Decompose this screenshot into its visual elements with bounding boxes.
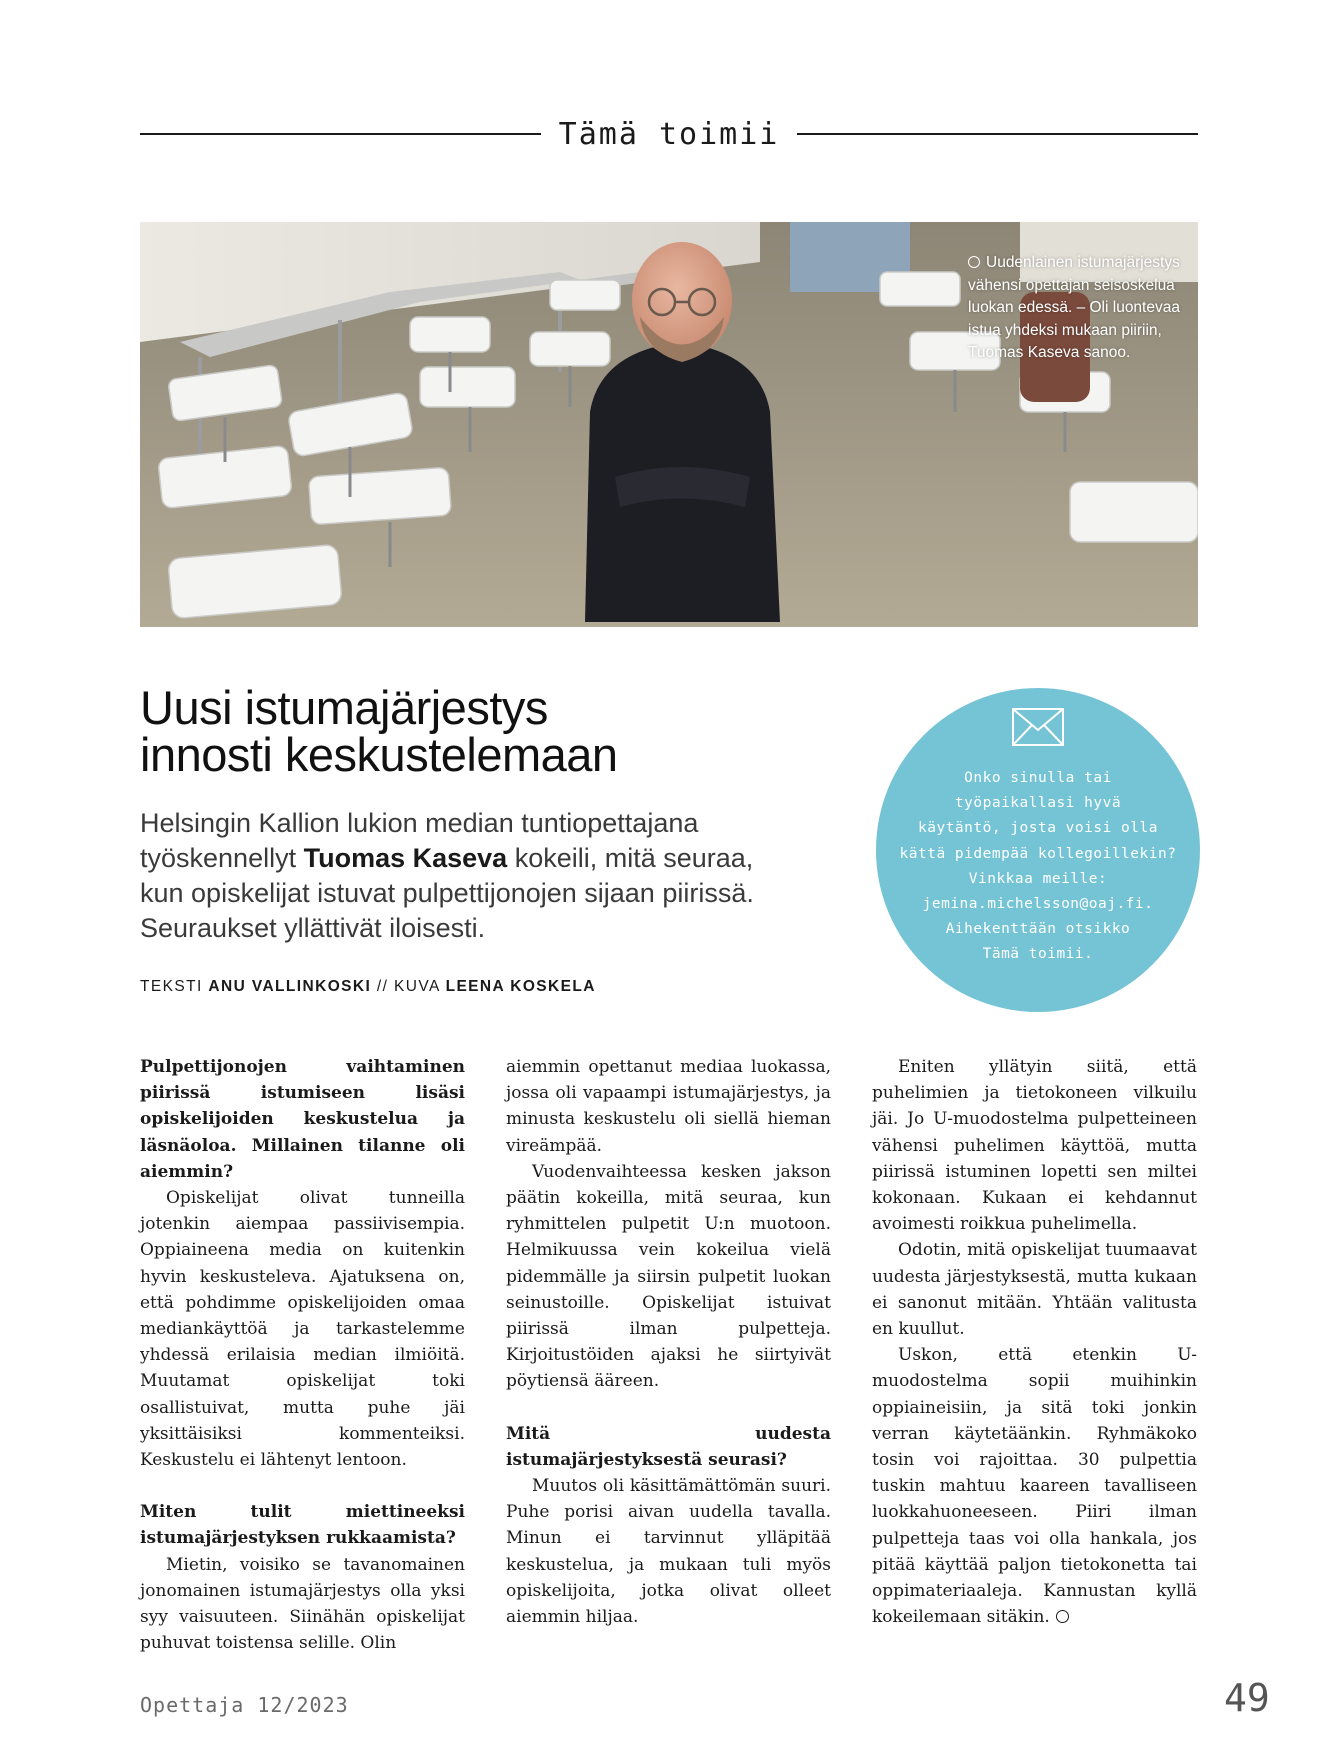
- infobox-line: käytäntö, josta voisi olla: [918, 820, 1158, 837]
- photo-caption: [968, 252, 1183, 365]
- header-rule-left: [140, 133, 541, 135]
- byline-photo-label: KUVA: [394, 978, 440, 995]
- byline-author: ANU VALLINKOSKI: [208, 978, 372, 995]
- body-column-2: [506, 1054, 831, 1630]
- question-1: Pulpettijonojen vaihtaminen piirissä istumiseen lisäsi opiskelijoiden keskustelua ja läsnäoloa. Millainen tilanne oli aiemmin?: [140, 1057, 465, 1182]
- page-number: 49: [1224, 1676, 1270, 1720]
- footer-magazine: Opettaja 12/2023: [140, 1693, 349, 1717]
- infobox-line: työpaikallasi hyvä: [954, 795, 1122, 812]
- answer-2-paragraph-2: Vuodenvaihteessa kesken jakson päätin kokeilla, mitä seuraa, kun ryhmittelen pulpetit U:n muotoon. Helmikuussa vein kokeilua vielä pidemmälle ja siirsin pulpetit luokan seinustoille. Opiskelijat istuivat piirissä ilman pulpetteja. Kirjoitustöiden ajaksi he siirtyivät pöytiensä ääreen.: [506, 1161, 831, 1392]
- answer-2-start: Mietin, voisiko se tavanomainen jonomainen istumajärjestys olla yksi syy vaisuuteen. Siinähän opiskelijat puhuvat toistensa selille. Olin: [140, 1554, 465, 1654]
- answer-3: Muutos oli käsittämättömän suuri. Puhe porisi aivan uudella tavalla. Minun ei tarvinnut ylläpitää keskustelua, ja mukaan tuli myös opiskelijoita, jotka olivat olleet aiemmin hiljaa.: [506, 1476, 831, 1628]
- question-2: Miten tulit miettineeksi istumajärjestyksen rukkaamista?: [140, 1502, 465, 1549]
- body-column-3: [872, 1054, 1197, 1630]
- body-column-1: [140, 1054, 465, 1656]
- article-lead: [140, 806, 800, 946]
- infobox-line: Onko sinulla tai: [964, 770, 1112, 786]
- paragraph-6: [872, 1342, 1197, 1630]
- infobox-line: kättä pidempää kollegoillekin?: [899, 845, 1177, 862]
- infobox-line: Vinkkaa meille:: [968, 870, 1108, 887]
- header-rule-right: [797, 133, 1198, 135]
- infobox-line: Tämä toimii.: [982, 946, 1094, 963]
- byline-photographer: LEENA KOSKELA: [445, 978, 596, 995]
- section-label: Tämä toimii: [558, 116, 780, 152]
- byline-separator: //: [376, 978, 389, 995]
- paragraph-4: Eniten yllätyin siitä, että puhelimien ja tietokoneen vilkuilu jäi. Jo U-muodostelma pulpetteineen vähensi puhelimen käyttöä, mutta piirissä istuminen lopetti sen miltei kokonaan. Kukaan ei kehdannut avoimesti roikkua puhelimella.: [872, 1057, 1197, 1235]
- byline: [140, 978, 596, 996]
- article-title-line2: innosti keskustelemaan: [140, 728, 618, 781]
- photo-caption-text: Uudenlainen istumajärjestys vähensi opettajan seisoskelua luokan edessä. – Oli luontevaa istua yhdeksi mukaan piiriin, Tuomas Kaseva sanoo.: [968, 254, 1180, 361]
- infobox-line: Aihekenttään otsikko: [945, 921, 1131, 938]
- answer-2-continued: aiemmin opettanut mediaa luokassa, jossa oli vapaampi istumajärjestys, ja minusta keskustelu oli siellä hieman vireämpää.: [506, 1057, 831, 1156]
- infobox-text: [876, 766, 1200, 968]
- lead-text-start: Helsingin Kallion lukion median tuntiopettajana työskennellyt: [140, 808, 699, 873]
- article-title: [140, 681, 900, 781]
- question-3: Mitä uudesta istumajärjestyksestä seurasi?: [506, 1423, 831, 1470]
- tip-infobox: [876, 688, 1200, 1012]
- article-title-line1: Uusi istumajärjestys: [140, 681, 548, 734]
- lead-text-end: kokeili, mitä seuraa, kun opiskelijat istuvat pulpettijonojen sijaan piirissä. Seuraukset yllättivät iloisesti.: [140, 843, 754, 943]
- answer-1: Opiskelijat olivat tunneilla jotenkin aiempaa passiivisempia. Oppiaineena media on kuitenkin hyvin keskusteleva. Ajatuksena on, että pohdimme opiskelijoiden omaa mediankäyttöä ja tarkastelemme yhdessä erilaisia median ilmiöitä. Muutamat opiskelijat toki osallistuivat, mutta puhe jäi yksittäisiksi kommenteiksi. Keskustelu ei lähtenyt lentoon.: [140, 1188, 465, 1471]
- caption-circle-icon: [968, 256, 980, 268]
- end-mark-icon: [1056, 1610, 1069, 1623]
- paragraph-6-text: Uskon, että etenkin U-muodostelma sopii muihinkin oppiaineisiin, ja sitä toki jonkin verran käytetäänkin. Ryhmäkoko tosin voi rajoittaa. 30 pulpettia tuskin mahtuu kaareen tavalliseen luokkahuoneeseen. Piiri ilman pulpetteja taas voi olla hankala, jos pitää käyttää paljon tietokonetta tai oppimateriaaleja. Kannustan kyllä kokeilemaan sitäkin.: [872, 1345, 1197, 1628]
- section-header: [140, 112, 1198, 156]
- infobox-email[interactable]: jemina.michelsson@oaj.fi.: [922, 896, 1154, 913]
- envelope-icon: [1012, 708, 1064, 746]
- byline-text-label: TEKSTI: [140, 978, 203, 995]
- paragraph-5: Odotin, mitä opiskelijat tuumaavat uudesta järjestyksestä, mutta kukaan ei sanonut mitään. Yhtään valitusta en kuullut.: [872, 1240, 1197, 1340]
- lead-person-name: Tuomas Kaseva: [303, 843, 508, 873]
